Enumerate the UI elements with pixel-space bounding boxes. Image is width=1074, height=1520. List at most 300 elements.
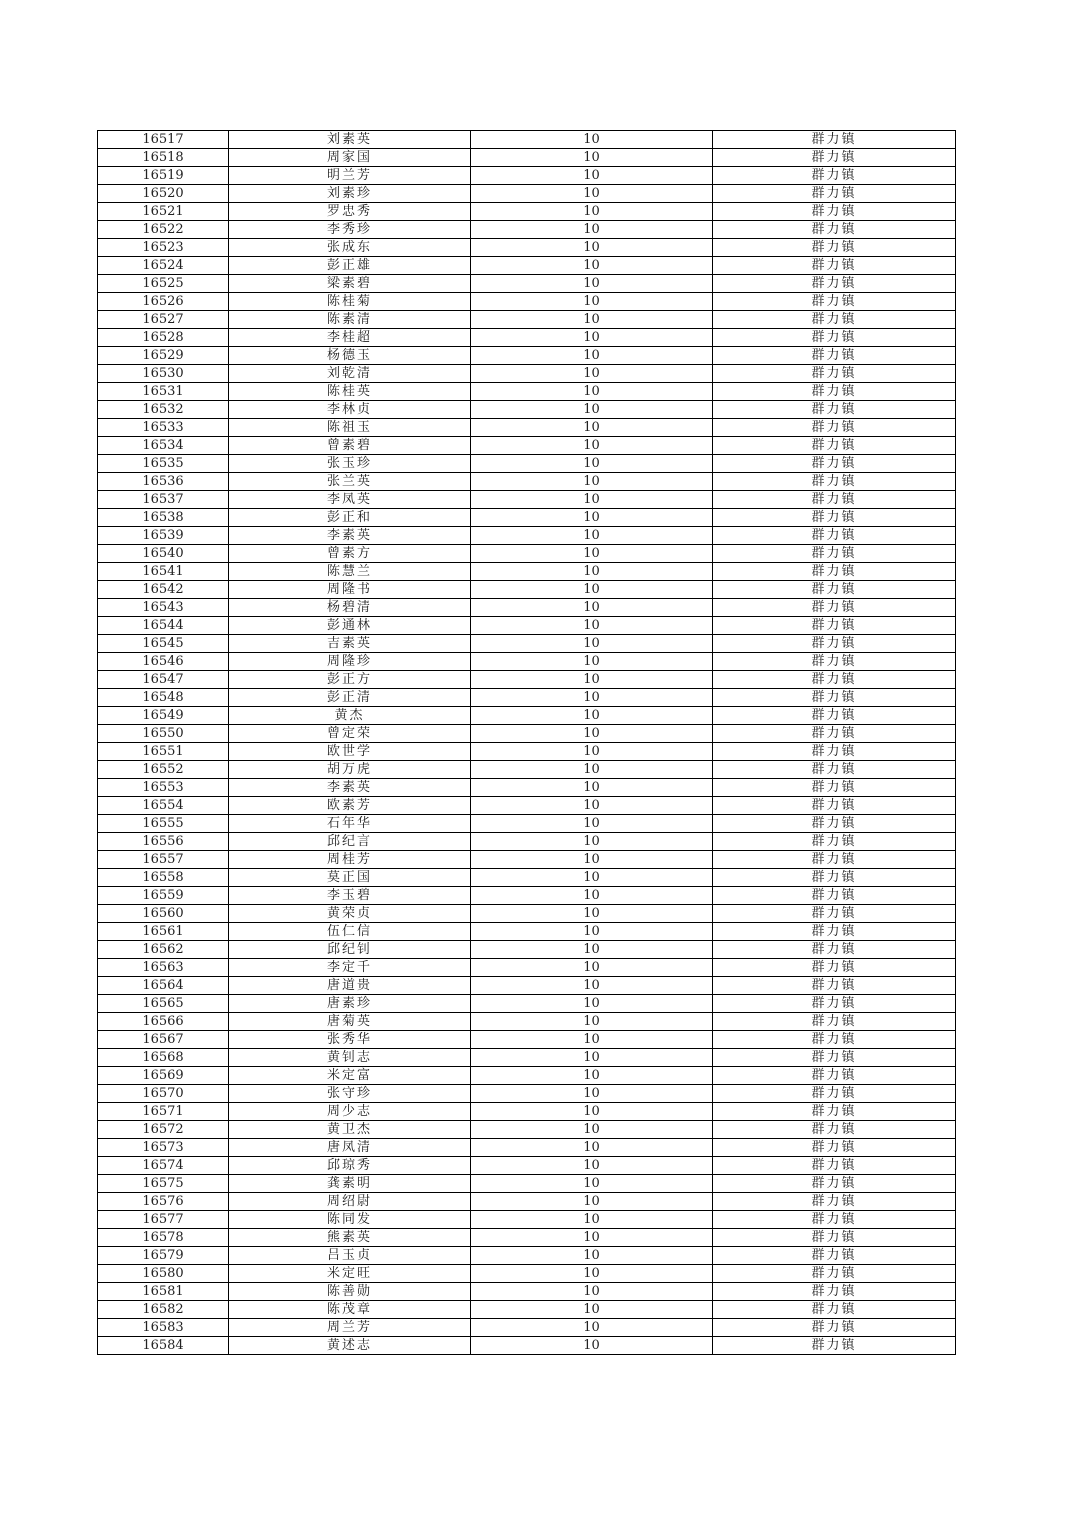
town-cell: 群力镇 (713, 959, 956, 977)
table-row (98, 599, 956, 617)
id-cell: 16556 (98, 833, 229, 851)
name-cell: 唐道贵 (229, 977, 471, 995)
name-cell: 罗忠秀 (229, 203, 471, 221)
table-row (98, 1067, 956, 1085)
name-cell: 杨碧清 (229, 599, 471, 617)
id-cell: 16567 (98, 1031, 229, 1049)
amount-cell: 10 (471, 527, 713, 545)
table-row (98, 851, 956, 869)
amount-cell: 10 (471, 905, 713, 923)
id-cell: 16531 (98, 383, 229, 401)
amount-cell: 10 (471, 131, 713, 149)
town-cell: 群力镇 (713, 1139, 956, 1157)
name-cell: 黄荣贞 (229, 905, 471, 923)
amount-cell: 10 (471, 743, 713, 761)
id-cell: 16529 (98, 347, 229, 365)
table-row (98, 401, 956, 419)
id-cell: 16542 (98, 581, 229, 599)
id-cell: 16555 (98, 815, 229, 833)
id-cell: 16551 (98, 743, 229, 761)
table-row (98, 563, 956, 581)
amount-cell: 10 (471, 221, 713, 239)
amount-cell: 10 (471, 1121, 713, 1139)
id-cell: 16563 (98, 959, 229, 977)
amount-cell: 10 (471, 1337, 713, 1355)
id-cell: 16521 (98, 203, 229, 221)
amount-cell: 10 (471, 347, 713, 365)
town-cell: 群力镇 (713, 761, 956, 779)
table-row (98, 329, 956, 347)
town-cell: 群力镇 (713, 851, 956, 869)
id-cell: 16571 (98, 1103, 229, 1121)
town-cell: 群力镇 (713, 743, 956, 761)
name-cell: 刘素珍 (229, 185, 471, 203)
id-cell: 16518 (98, 149, 229, 167)
town-cell: 群力镇 (713, 599, 956, 617)
amount-cell: 10 (471, 437, 713, 455)
town-cell: 群力镇 (713, 977, 956, 995)
name-cell: 周兰芳 (229, 1319, 471, 1337)
name-cell: 周隆珍 (229, 653, 471, 671)
amount-cell: 10 (471, 293, 713, 311)
table-row (98, 1121, 956, 1139)
id-cell: 16578 (98, 1229, 229, 1247)
amount-cell: 10 (471, 1175, 713, 1193)
table-row (98, 293, 956, 311)
id-cell: 16528 (98, 329, 229, 347)
id-cell: 16557 (98, 851, 229, 869)
table-row (98, 1049, 956, 1067)
table-body (98, 131, 956, 1355)
id-cell: 16547 (98, 671, 229, 689)
amount-cell: 10 (471, 203, 713, 221)
table-row (98, 959, 956, 977)
amount-cell: 10 (471, 473, 713, 491)
town-cell: 群力镇 (713, 221, 956, 239)
amount-cell: 10 (471, 455, 713, 473)
amount-cell: 10 (471, 275, 713, 293)
amount-cell: 10 (471, 1067, 713, 1085)
town-cell: 群力镇 (713, 437, 956, 455)
name-cell: 彭正清 (229, 689, 471, 707)
table-row (98, 923, 956, 941)
id-cell: 16548 (98, 689, 229, 707)
name-cell: 李林贞 (229, 401, 471, 419)
town-cell: 群力镇 (713, 347, 956, 365)
name-cell: 李桂超 (229, 329, 471, 347)
town-cell: 群力镇 (713, 923, 956, 941)
town-cell: 群力镇 (713, 149, 956, 167)
id-cell: 16584 (98, 1337, 229, 1355)
amount-cell: 10 (471, 257, 713, 275)
amount-cell: 10 (471, 401, 713, 419)
name-cell: 曾素碧 (229, 437, 471, 455)
amount-cell: 10 (471, 1157, 713, 1175)
amount-cell: 10 (471, 833, 713, 851)
name-cell: 欧素芳 (229, 797, 471, 815)
amount-cell: 10 (471, 563, 713, 581)
town-cell: 群力镇 (713, 1031, 956, 1049)
town-cell: 群力镇 (713, 1049, 956, 1067)
amount-cell: 10 (471, 185, 713, 203)
table-row (98, 761, 956, 779)
amount-cell: 10 (471, 887, 713, 905)
amount-cell: 10 (471, 941, 713, 959)
amount-cell: 10 (471, 851, 713, 869)
town-cell: 群力镇 (713, 725, 956, 743)
name-cell: 龚素明 (229, 1175, 471, 1193)
name-cell: 陈同发 (229, 1211, 471, 1229)
amount-cell: 10 (471, 779, 713, 797)
table-row (98, 167, 956, 185)
name-cell: 张守珍 (229, 1085, 471, 1103)
name-cell: 李秀珍 (229, 221, 471, 239)
table-row (98, 869, 956, 887)
table-row (98, 797, 956, 815)
amount-cell: 10 (471, 149, 713, 167)
table-row (98, 941, 956, 959)
amount-cell: 10 (471, 329, 713, 347)
table-row (98, 347, 956, 365)
id-cell: 16565 (98, 995, 229, 1013)
town-cell: 群力镇 (713, 185, 956, 203)
id-cell: 16564 (98, 977, 229, 995)
id-cell: 16539 (98, 527, 229, 545)
amount-cell: 10 (471, 653, 713, 671)
town-cell: 群力镇 (713, 1247, 956, 1265)
id-cell: 16533 (98, 419, 229, 437)
town-cell: 群力镇 (713, 1121, 956, 1139)
name-cell: 陈祖玉 (229, 419, 471, 437)
name-cell: 熊素英 (229, 1229, 471, 1247)
id-cell: 16540 (98, 545, 229, 563)
amount-cell: 10 (471, 671, 713, 689)
amount-cell: 10 (471, 509, 713, 527)
town-cell: 群力镇 (713, 311, 956, 329)
town-cell: 群力镇 (713, 257, 956, 275)
table-row (98, 635, 956, 653)
id-cell: 16576 (98, 1193, 229, 1211)
amount-cell: 10 (471, 383, 713, 401)
id-cell: 16570 (98, 1085, 229, 1103)
name-cell: 米定富 (229, 1067, 471, 1085)
id-cell: 16559 (98, 887, 229, 905)
name-cell: 彭通林 (229, 617, 471, 635)
name-cell: 周隆书 (229, 581, 471, 599)
name-cell: 周家国 (229, 149, 471, 167)
town-cell: 群力镇 (713, 509, 956, 527)
amount-cell: 10 (471, 707, 713, 725)
table-row (98, 1085, 956, 1103)
amount-cell: 10 (471, 1301, 713, 1319)
name-cell: 陈桂菊 (229, 293, 471, 311)
table-row (98, 149, 956, 167)
table-row (98, 1157, 956, 1175)
id-cell: 16536 (98, 473, 229, 491)
table-row (98, 383, 956, 401)
town-cell: 群力镇 (713, 905, 956, 923)
amount-cell: 10 (471, 995, 713, 1013)
id-cell: 16574 (98, 1157, 229, 1175)
id-cell: 16550 (98, 725, 229, 743)
name-cell: 石年华 (229, 815, 471, 833)
id-cell: 16577 (98, 1211, 229, 1229)
name-cell: 邱纪钊 (229, 941, 471, 959)
table-row (98, 905, 956, 923)
amount-cell: 10 (471, 689, 713, 707)
name-cell: 莫正国 (229, 869, 471, 887)
id-cell: 16560 (98, 905, 229, 923)
table-row (98, 419, 956, 437)
town-cell: 群力镇 (713, 833, 956, 851)
name-cell: 吉素英 (229, 635, 471, 653)
table-row (98, 545, 956, 563)
town-cell: 群力镇 (713, 293, 956, 311)
name-cell: 明兰芳 (229, 167, 471, 185)
town-cell: 群力镇 (713, 203, 956, 221)
id-cell: 16525 (98, 275, 229, 293)
table-row (98, 1013, 956, 1031)
table-row (98, 815, 956, 833)
amount-cell: 10 (471, 761, 713, 779)
id-cell: 16543 (98, 599, 229, 617)
id-cell: 16541 (98, 563, 229, 581)
name-cell: 彭正雄 (229, 257, 471, 275)
amount-cell: 10 (471, 923, 713, 941)
town-cell: 群力镇 (713, 491, 956, 509)
table-row (98, 617, 956, 635)
id-cell: 16530 (98, 365, 229, 383)
town-cell: 群力镇 (713, 995, 956, 1013)
amount-cell: 10 (471, 959, 713, 977)
id-cell: 16573 (98, 1139, 229, 1157)
town-cell: 群力镇 (713, 329, 956, 347)
table-row (98, 239, 956, 257)
id-cell: 16526 (98, 293, 229, 311)
amount-cell: 10 (471, 1319, 713, 1337)
table-row (98, 1283, 956, 1301)
town-cell: 群力镇 (713, 887, 956, 905)
table-row (98, 1193, 956, 1211)
id-cell: 16553 (98, 779, 229, 797)
table-row (98, 995, 956, 1013)
table-row (98, 743, 956, 761)
name-cell: 黄杰 (229, 707, 471, 725)
name-cell: 李玉碧 (229, 887, 471, 905)
town-cell: 群力镇 (713, 797, 956, 815)
town-cell: 群力镇 (713, 1319, 956, 1337)
amount-cell: 10 (471, 977, 713, 995)
town-cell: 群力镇 (713, 131, 956, 149)
town-cell: 群力镇 (713, 455, 956, 473)
name-cell: 张成东 (229, 239, 471, 257)
table-row (98, 311, 956, 329)
name-cell: 李素英 (229, 527, 471, 545)
id-cell: 16552 (98, 761, 229, 779)
town-cell: 群力镇 (713, 401, 956, 419)
table-row (98, 1139, 956, 1157)
name-cell: 刘素英 (229, 131, 471, 149)
id-cell: 16524 (98, 257, 229, 275)
table-row (98, 779, 956, 797)
town-cell: 群力镇 (713, 473, 956, 491)
id-cell: 16581 (98, 1283, 229, 1301)
id-cell: 16575 (98, 1175, 229, 1193)
name-cell: 邱纪言 (229, 833, 471, 851)
name-cell: 陈素清 (229, 311, 471, 329)
town-cell: 群力镇 (713, 1193, 956, 1211)
amount-cell: 10 (471, 1013, 713, 1031)
amount-cell: 10 (471, 1283, 713, 1301)
amount-cell: 10 (471, 599, 713, 617)
amount-cell: 10 (471, 491, 713, 509)
name-cell: 吕玉贞 (229, 1247, 471, 1265)
table-row (98, 725, 956, 743)
table-row (98, 131, 956, 149)
data-table (97, 130, 956, 1355)
town-cell: 群力镇 (713, 635, 956, 653)
town-cell: 群力镇 (713, 581, 956, 599)
table-row (98, 221, 956, 239)
amount-cell: 10 (471, 1193, 713, 1211)
town-cell: 群力镇 (713, 779, 956, 797)
name-cell: 邱琼秀 (229, 1157, 471, 1175)
amount-cell: 10 (471, 1103, 713, 1121)
name-cell: 梁素碧 (229, 275, 471, 293)
table-row (98, 581, 956, 599)
table-row (98, 527, 956, 545)
town-cell: 群力镇 (713, 1085, 956, 1103)
id-cell: 16523 (98, 239, 229, 257)
id-cell: 16549 (98, 707, 229, 725)
id-cell: 16579 (98, 1247, 229, 1265)
id-cell: 16545 (98, 635, 229, 653)
id-cell: 16582 (98, 1301, 229, 1319)
table-row (98, 1319, 956, 1337)
name-cell: 周桂芳 (229, 851, 471, 869)
name-cell: 黄卫杰 (229, 1121, 471, 1139)
id-cell: 16544 (98, 617, 229, 635)
name-cell: 李凤英 (229, 491, 471, 509)
name-cell: 周少志 (229, 1103, 471, 1121)
town-cell: 群力镇 (713, 527, 956, 545)
town-cell: 群力镇 (713, 1265, 956, 1283)
town-cell: 群力镇 (713, 671, 956, 689)
town-cell: 群力镇 (713, 1301, 956, 1319)
amount-cell: 10 (471, 815, 713, 833)
amount-cell: 10 (471, 545, 713, 563)
amount-cell: 10 (471, 365, 713, 383)
town-cell: 群力镇 (713, 383, 956, 401)
amount-cell: 10 (471, 1229, 713, 1247)
town-cell: 群力镇 (713, 707, 956, 725)
id-cell: 16580 (98, 1265, 229, 1283)
table-row (98, 1229, 956, 1247)
id-cell: 16534 (98, 437, 229, 455)
table-row (98, 977, 956, 995)
name-cell: 伍仁信 (229, 923, 471, 941)
id-cell: 16522 (98, 221, 229, 239)
name-cell: 杨德玉 (229, 347, 471, 365)
id-cell: 16554 (98, 797, 229, 815)
name-cell: 欧世学 (229, 743, 471, 761)
amount-cell: 10 (471, 869, 713, 887)
amount-cell: 10 (471, 419, 713, 437)
town-cell: 群力镇 (713, 1211, 956, 1229)
town-cell: 群力镇 (713, 419, 956, 437)
town-cell: 群力镇 (713, 1229, 956, 1247)
table-row (98, 365, 956, 383)
table-row (98, 1031, 956, 1049)
name-cell: 米定旺 (229, 1265, 471, 1283)
amount-cell: 10 (471, 1211, 713, 1229)
town-cell: 群力镇 (713, 689, 956, 707)
id-cell: 16537 (98, 491, 229, 509)
name-cell: 张秀华 (229, 1031, 471, 1049)
id-cell: 16517 (98, 131, 229, 149)
table-row (98, 1337, 956, 1355)
table-row (98, 473, 956, 491)
name-cell: 唐素珍 (229, 995, 471, 1013)
table-row (98, 1175, 956, 1193)
table-row (98, 509, 956, 527)
town-cell: 群力镇 (713, 815, 956, 833)
town-cell: 群力镇 (713, 1283, 956, 1301)
amount-cell: 10 (471, 797, 713, 815)
name-cell: 黄钊志 (229, 1049, 471, 1067)
id-cell: 16527 (98, 311, 229, 329)
id-cell: 16569 (98, 1067, 229, 1085)
name-cell: 陈善勋 (229, 1283, 471, 1301)
id-cell: 16568 (98, 1049, 229, 1067)
name-cell: 李素英 (229, 779, 471, 797)
name-cell: 胡万虎 (229, 761, 471, 779)
town-cell: 群力镇 (713, 1067, 956, 1085)
town-cell: 群力镇 (713, 167, 956, 185)
table-row (98, 833, 956, 851)
name-cell: 张兰英 (229, 473, 471, 491)
table-row (98, 707, 956, 725)
name-cell: 刘乾清 (229, 365, 471, 383)
name-cell: 唐菊英 (229, 1013, 471, 1031)
name-cell: 陈茂章 (229, 1301, 471, 1319)
table-row (98, 257, 956, 275)
table-row (98, 1103, 956, 1121)
table-row (98, 203, 956, 221)
id-cell: 16538 (98, 509, 229, 527)
table-row (98, 653, 956, 671)
amount-cell: 10 (471, 617, 713, 635)
table-row (98, 689, 956, 707)
amount-cell: 10 (471, 1085, 713, 1103)
town-cell: 群力镇 (713, 941, 956, 959)
id-cell: 16520 (98, 185, 229, 203)
town-cell: 群力镇 (713, 545, 956, 563)
amount-cell: 10 (471, 635, 713, 653)
town-cell: 群力镇 (713, 617, 956, 635)
id-cell: 16558 (98, 869, 229, 887)
table-row (98, 455, 956, 473)
table-row (98, 671, 956, 689)
table-row (98, 1211, 956, 1229)
town-cell: 群力镇 (713, 1103, 956, 1121)
amount-cell: 10 (471, 1265, 713, 1283)
name-cell: 彭正和 (229, 509, 471, 527)
id-cell: 16562 (98, 941, 229, 959)
table-row (98, 887, 956, 905)
amount-cell: 10 (471, 1139, 713, 1157)
name-cell: 彭正方 (229, 671, 471, 689)
